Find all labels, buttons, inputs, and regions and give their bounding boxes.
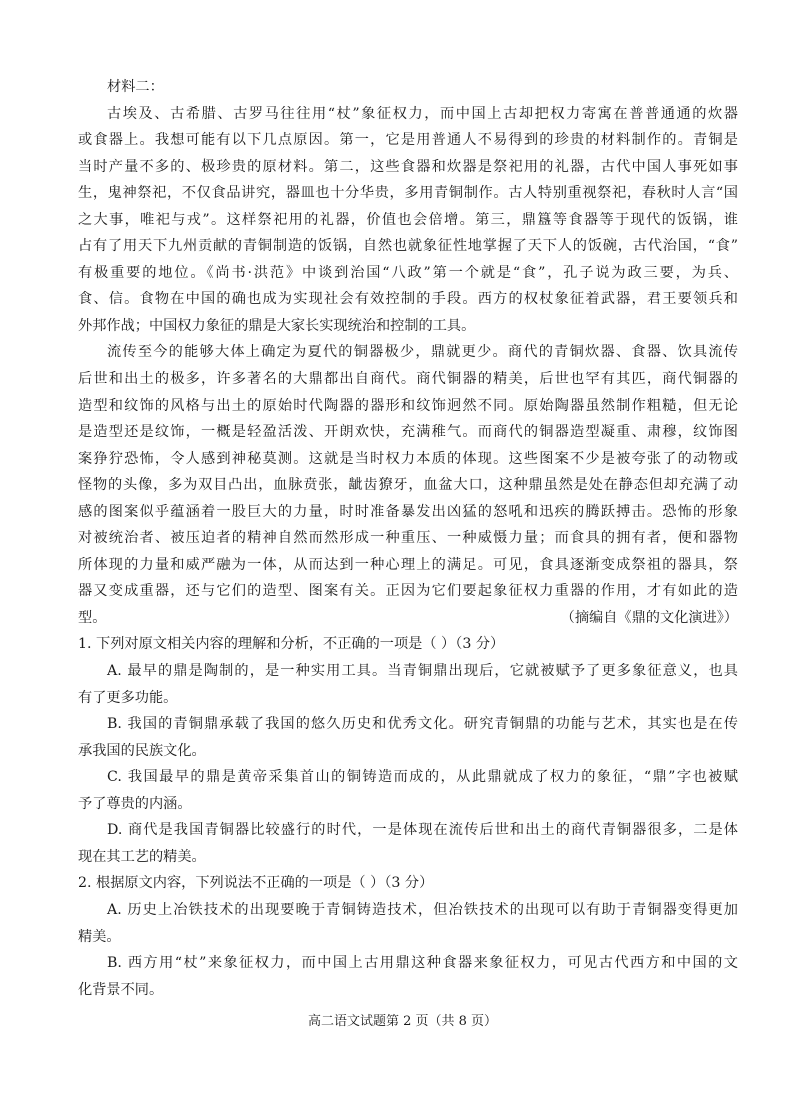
paragraph-1-line: 生，鬼神祭祀，不仅食品讲究，器皿也十分华贵，多用青铜制作。古人特别重视祭祀，春秋时人言“国 <box>78 185 738 202</box>
paragraph-2-line: 案狰狞恐怖，令人感到神秘莫测。这就是当时权力本质的体现。这些图案不少是被夸张了的动物或 <box>78 450 738 467</box>
question-1-option-continuation: 有了更多功能。 <box>78 689 178 706</box>
question-1-option: B. 我国的青铜鼎承载了我国的悠久历史和优秀文化。研究青铜鼎的功能与艺术，其实也是在传 <box>107 716 738 733</box>
source-citation: （摘编自《鼎的文化演进》） <box>560 609 738 626</box>
paragraph-2-line: 对被统治者、被压迫者的精神自然而然形成一种重压、一种威慑力量；而食具的拥有者，便和器物 <box>78 530 738 547</box>
question-1-option: D. 商代是我国青铜器比较盛行的时代，一是体现在流传后世和出土的商代青铜器很多，二是体 <box>107 822 738 839</box>
question-1-option-continuation: 承我国的民族文化。 <box>78 742 206 759</box>
paragraph-2-line: 是造型还是纹饰，一概是轻盈活泼、开朗欢快，充满稚气。而商代的铜器造型凝重、肃穆，纹饰图 <box>78 424 738 441</box>
paragraph-1-line: 当时产量不多的、极珍贵的原材料。第二，这些食器和炊器是祭祀用的礼器，古代中国人事死如事 <box>78 158 738 175</box>
paragraph-2-line: 感的图案似乎蕴涵着一股巨大的力量，时时准备暴发出凶猛的怒吼和迅疾的腾跃搏击。恐怖的形象 <box>78 503 738 520</box>
paragraph-1-line: 之大事，唯祀与戎”。这样祭祀用的礼器，价值也会倍增。第三，鼎簋等食器等于现代的饭锅，谁 <box>78 211 738 228</box>
question-2-option-continuation: 精美。 <box>78 928 121 945</box>
paragraph-1-line: 外邦作战；中国权力象征的鼎是大家长实现统治和控制的工具。 <box>78 317 476 334</box>
paragraph-2-line: 造型和纹饰的风格与出土的原始时代陶器的器形和纹饰迥然不同。原始陶器虽然制作粗糙，但无论 <box>78 397 738 414</box>
paragraph-1-line: 有极重要的地位。《尚书·洪范》中谈到治国“八政”第一个就是“食”，孔子说为政三要，为兵、 <box>78 264 738 281</box>
question-2-option: B. 西方用“杖”来象征权力，而中国上古用鼎这种食器来象征权力，可见古代西方和中国的文 <box>107 955 738 972</box>
paragraph-2-line: 器又变成重器，还与它们的造型、图案有关。正因为它们要起象征权力重器的作用，才有如此的造 <box>78 583 738 600</box>
question-1-option: C. 我国最早的鼎是黄帝采集首山的铜铸造而成的，从此鼎就成了权力的象征，“鼎”字也被赋 <box>107 769 738 786</box>
page-footer: 高二语文试题第 2 页（共 8 页） <box>307 1014 498 1029</box>
question-2-stem: 2. 根据原文内容，下列说法不正确的一项是（ ）（3 分） <box>78 875 434 892</box>
question-1-option: A. 最早的鼎是陶制的，是一种实用工具。当青铜鼎出现后，它就被赋予了更多象征意义，也具 <box>107 663 738 680</box>
question-1-stem: 1. 下列对原文相关内容的理解和分析，不正确的一项是（ ）（3 分） <box>78 636 505 653</box>
paragraph-2-line: 流传至今的能够大体上确定为夏代的铜器极少，鼎就更少。商代的青铜炊器、食器、饮具流传 <box>107 344 738 361</box>
question-2-option-continuation: 化背景不同。 <box>78 981 164 998</box>
paragraph-1-line: 古埃及、古希腊、古罗马往往用“杖”象征权力，而中国上古却把权力寄寓在普普通通的炊器 <box>107 105 738 122</box>
material-heading: 材料二： <box>107 79 164 95</box>
page-content <box>78 74 738 1003</box>
paragraph-2-line: 怪物的头像，多为双目凸出，血脉贲张，龇齿獠牙，血盆大口，这种鼎虽然是处在静态但却充满了动 <box>78 477 738 494</box>
question-1-option-continuation: 予了尊贵的内涵。 <box>78 795 192 812</box>
paragraph-2-last-line <box>78 605 738 632</box>
paragraph-1-line: 或食器上。我想可能有以下几点原因。第一，它是用普通人不易得到的珍贵的材料制作的。青铜是 <box>78 132 738 149</box>
question-2-option: A. 历史上冶铁技术的出现要晚于青铜铸造技术，但冶铁技术的出现可以有助于青铜器变得更加 <box>107 901 738 918</box>
paragraph-2-line: 所体现的力量和威严融为一体，从而达到一种心理上的满足。可见，食具逐渐变成祭祖的器具，祭 <box>78 556 738 573</box>
question-1-option-continuation: 现在其工艺的精美。 <box>78 848 206 865</box>
paragraph-2-line: 后世和出土的极多，许多著名的大鼎都出自商代。商代铜器的精美，后世也罕有其匹，商代铜器的 <box>78 371 738 388</box>
paragraph-1-line: 食、信。食物在中国的确也成为实现社会有效控制的手段。西方的权杖象征着武器，君王要领兵和 <box>78 291 738 308</box>
paragraph-2-line: 型。 <box>78 609 107 626</box>
paragraph-1-line: 占有了用天下九州贡献的青铜制造的饭锅，自然也就象征性地掌握了天下人的饭碗，古代治国，“食” <box>78 238 738 255</box>
